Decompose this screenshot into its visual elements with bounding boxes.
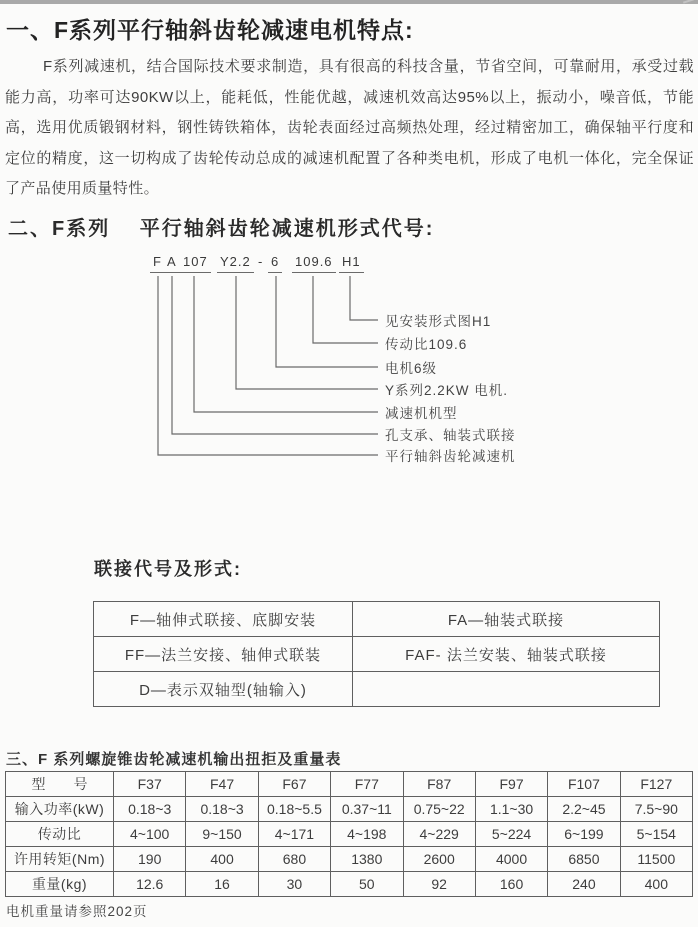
header-cell: F77: [331, 772, 403, 797]
value-cell: 4~229: [403, 822, 475, 847]
code-token-Y22: Y2.2: [217, 254, 254, 273]
connector-lines: [0, 252, 698, 470]
value-cell: 50: [331, 872, 403, 897]
value-cell: 240: [548, 872, 620, 897]
value-cell: 1380: [331, 847, 403, 872]
row-label: 输入功率(kW): [6, 797, 114, 822]
value-cell: 160: [475, 872, 547, 897]
header-cell: F37: [114, 772, 186, 797]
value-cell: 0.75~22: [403, 797, 475, 822]
table-row-weight: [6, 872, 693, 897]
header-cell: F107: [548, 772, 620, 797]
value-cell: 0.18~3: [186, 797, 258, 822]
value-cell: 2600: [403, 847, 475, 872]
value-cell: 4~100: [114, 822, 186, 847]
table-row: [94, 602, 660, 637]
scan-top-line: [0, 0, 698, 4]
value-cell: 0.18~5.5: [258, 797, 330, 822]
value-cell: 92: [403, 872, 475, 897]
code-token-dash: -: [258, 254, 264, 269]
value-cell: 1.1~30: [475, 797, 547, 822]
code-label-mount: 孔支承、轴装式联接: [385, 428, 516, 443]
conn-cell-d: D—表示双轴型(轴输入): [94, 672, 353, 707]
value-cell: 30: [258, 872, 330, 897]
section1-heading: 一、F系列平行轴斜齿轮减速电机特点:: [6, 17, 414, 43]
connection-table: [93, 601, 660, 707]
section2-heading: 二、F系列 平行轴斜齿轮减速机形式代号:: [8, 218, 435, 240]
code-label-motor: Y系列2.2KW 电机.: [385, 383, 509, 398]
row-label: 传动比: [6, 822, 114, 847]
code-label-ratio: 传动比109.6: [385, 337, 468, 352]
value-cell: 4~171: [258, 822, 330, 847]
header-cell-model: 型 号: [6, 772, 114, 797]
header-cell: F47: [186, 772, 258, 797]
code-token-1096: 109.6: [292, 254, 336, 273]
code-label-poles: 电机6级: [385, 361, 438, 376]
value-cell: 6~199: [548, 822, 620, 847]
code-label-series: 平行轴斜齿轮减速机: [385, 449, 516, 464]
value-cell: 5~154: [620, 822, 692, 847]
value-cell: 400: [186, 847, 258, 872]
value-cell: 680: [258, 847, 330, 872]
model-code-diagram: [0, 252, 698, 470]
conn-cell-ff: FF—法兰安接、轴伸式联装: [94, 637, 353, 672]
table-row: [94, 637, 660, 672]
value-cell: 11500: [620, 847, 692, 872]
value-cell: 5~224: [475, 822, 547, 847]
table-row-input-power: [6, 797, 693, 822]
value-cell: 0.37~11: [331, 797, 403, 822]
code-token-A: A: [164, 254, 180, 273]
section3-heading: 三、F 系列螺旋锥齿轮减速机输出扭拒及重量表: [6, 751, 342, 768]
value-cell: 400: [620, 872, 692, 897]
value-cell: 190: [114, 847, 186, 872]
connection-heading: 联接代号及形式:: [94, 559, 242, 579]
table-row: [94, 672, 660, 707]
conn-cell-faf: FAF- 法兰安装、轴装式联接: [353, 637, 660, 672]
value-cell: 7.5~90: [620, 797, 692, 822]
code-token-F: F: [150, 254, 165, 273]
value-cell: 9~150: [186, 822, 258, 847]
code-token-107: 107: [180, 254, 211, 273]
row-label: 许用转矩(Nm): [6, 847, 114, 872]
value-cell: 4~198: [331, 822, 403, 847]
conn-cell-fa: FA—轴装式联接: [353, 602, 660, 637]
header-cell: F87: [403, 772, 475, 797]
conn-cell-empty: [353, 672, 660, 707]
code-label-model: 减速机机型: [385, 406, 458, 421]
motor-weight-footnote: 电机重量请参照202页: [6, 904, 148, 919]
table-header-row: [6, 772, 693, 797]
value-cell: 16: [186, 872, 258, 897]
value-cell: 0.18~3: [114, 797, 186, 822]
header-cell: F127: [620, 772, 692, 797]
code-label-h1: 见安装形式图H1: [385, 314, 492, 329]
torque-weight-table: [5, 771, 693, 897]
value-cell: 2.2~45: [548, 797, 620, 822]
conn-cell-f: F—轴伸式联接、底脚安装: [94, 602, 353, 637]
header-cell: F67: [258, 772, 330, 797]
table-row-ratio: [6, 822, 693, 847]
header-cell: F97: [475, 772, 547, 797]
code-token-H1: H1: [339, 254, 364, 273]
table-row-torque: [6, 847, 693, 872]
code-token-6: 6: [268, 254, 282, 273]
value-cell: 6850: [548, 847, 620, 872]
row-label: 重量(kg): [6, 872, 114, 897]
feature-paragraph: F系列减速机，结合国际技术要求制造，具有很高的科技含量，节省空间，可靠耐用，承受过载能力高，功率可达90KW以上，能耗低，性能优越，减速机效高达95%以上，振动小，噪音低，节能高，选用优质锻钢材料，钢性铸铁箱体，齿轮表面经过高频热处理，经过精密加工，确保轴平行度和定位的精度，这一切构成了齿轮传动总成的减速机配置了各种类电机，形成了电机一体化，完全保证了产品使用质量特性。: [5, 58, 694, 197]
value-cell: 4000: [475, 847, 547, 872]
value-cell: 12.6: [114, 872, 186, 897]
